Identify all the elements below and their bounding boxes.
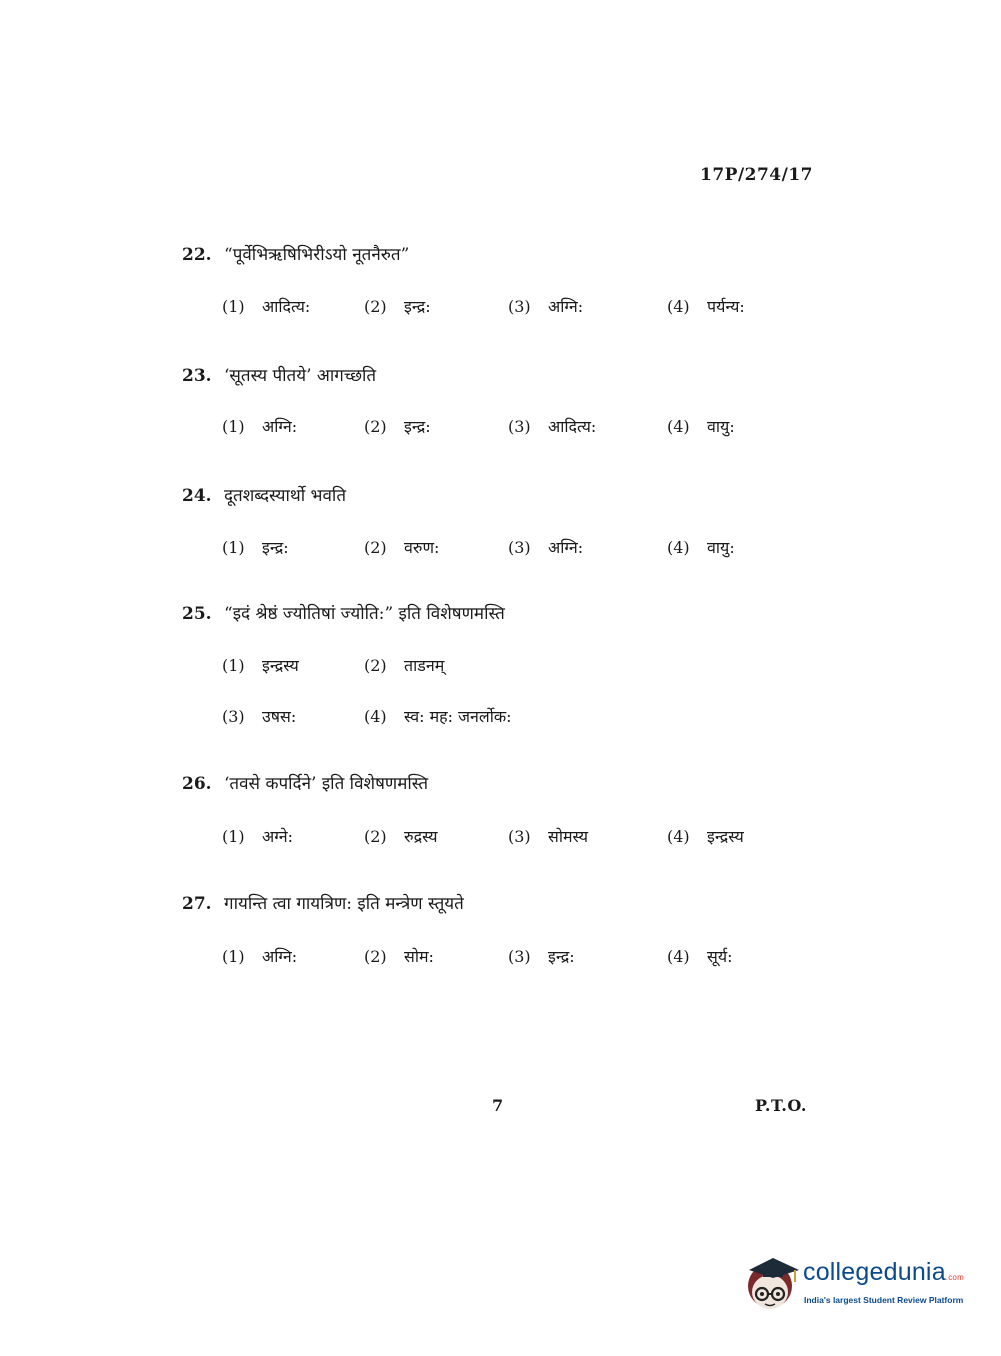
option	[364, 945, 434, 967]
option-number: (3)	[508, 417, 531, 436]
question-number: 22.	[182, 245, 212, 265]
brand-suffix: .com	[945, 1273, 964, 1282]
question-text: “पूर्वेभिऋषिभिरीऽयो नूतनैरुत”	[224, 245, 410, 265]
option-text: सूर्य:	[707, 947, 733, 966]
option-number: (2)	[364, 297, 387, 316]
pto-label: P.T.O.	[755, 1096, 807, 1115]
option	[364, 654, 444, 676]
question-text: ‘सूतस्य पीतये’ आगच्छति	[224, 366, 377, 386]
option-number: (2)	[364, 538, 387, 557]
option-text: अग्नि:	[262, 947, 298, 966]
option-text: स्व: मह: जनर्लोक:	[404, 707, 512, 726]
option-number: (3)	[222, 707, 245, 726]
question-22	[182, 242, 409, 265]
option-text: इन्द्रस्य	[262, 656, 299, 675]
question-27	[182, 891, 464, 914]
option-number: (1)	[222, 656, 245, 675]
option	[508, 415, 596, 437]
option	[667, 945, 733, 967]
option-text: इन्द्र:	[262, 538, 289, 557]
option-text: अग्नि:	[548, 297, 584, 316]
option-number: (2)	[364, 947, 387, 966]
option-text: इन्द्रस्य	[707, 827, 744, 846]
collegedunia-logo	[743, 1252, 973, 1314]
option	[222, 705, 296, 727]
option	[364, 295, 431, 317]
option-number: (4)	[667, 417, 690, 436]
option-text: अग्नि:	[262, 417, 298, 436]
option-number: (4)	[667, 297, 690, 316]
question-number: 25.	[182, 604, 212, 624]
question-text: ‘तवसे कपर्दिने’ इति विशेषणमस्ति	[224, 774, 429, 794]
option-number: (4)	[667, 538, 690, 557]
option-number: (4)	[667, 947, 690, 966]
option-number: (2)	[364, 417, 387, 436]
option-number: (2)	[364, 827, 387, 846]
question-number: 26.	[182, 774, 212, 794]
question-text: गायन्ति त्वा गायत्रिण: इति मन्त्रेण स्तूयते	[224, 894, 464, 914]
question-number: 24.	[182, 486, 212, 506]
option-number: (2)	[364, 656, 387, 675]
option-number: (1)	[222, 947, 245, 966]
question-26	[182, 771, 428, 794]
option-number: (3)	[508, 538, 531, 557]
question-number: 27.	[182, 894, 212, 914]
option-text: इन्द्र:	[404, 417, 431, 436]
option-number: (1)	[222, 417, 245, 436]
question-text: “इदं श्रेष्ठं ज्योतिषां ज्योति:” इति विशेषणमस्ति	[224, 604, 505, 624]
option-text: रुद्रस्य	[404, 827, 438, 846]
option	[508, 295, 583, 317]
option-text: आदित्य:	[548, 417, 597, 436]
option	[364, 825, 438, 847]
option	[222, 295, 310, 317]
option	[508, 945, 575, 967]
option-number: (3)	[508, 297, 531, 316]
option-number: (1)	[222, 538, 245, 557]
brand-name: collegedunia.com	[803, 1258, 964, 1286]
option-number: (1)	[222, 297, 245, 316]
option	[508, 825, 588, 847]
option	[667, 536, 735, 558]
option	[364, 705, 512, 727]
option-text: इन्द्र:	[404, 297, 431, 316]
option-number: (3)	[508, 947, 531, 966]
option-number: (3)	[508, 827, 531, 846]
page-number: 7	[492, 1096, 504, 1115]
option	[364, 536, 439, 558]
option	[364, 415, 431, 437]
option-text: उषस:	[262, 707, 297, 726]
option	[508, 536, 583, 558]
option-text: सोम:	[404, 947, 434, 966]
option	[222, 945, 297, 967]
mascot-icon	[743, 1252, 801, 1314]
option	[222, 536, 289, 558]
option	[222, 415, 297, 437]
option-text: ताडनम्	[404, 656, 445, 675]
option-text: सोमस्य	[548, 827, 589, 846]
option	[222, 825, 293, 847]
option-number: (4)	[364, 707, 387, 726]
option-text: आदित्य:	[262, 297, 311, 316]
question-text: दूतशब्दस्यार्थो भवति	[224, 486, 347, 506]
question-24	[182, 483, 346, 506]
option-number: (4)	[667, 827, 690, 846]
option-text: अग्ने:	[262, 827, 293, 846]
question-23	[182, 363, 376, 386]
option	[222, 654, 299, 676]
brand-tagline: India's largest Student Review Platform	[804, 1295, 964, 1305]
option-text: इन्द्र:	[548, 947, 575, 966]
option-text: वायु:	[707, 417, 735, 436]
paper-code: 17P/274/17	[700, 165, 814, 185]
option-text: वायु:	[707, 538, 735, 557]
option-text: वरुण:	[404, 538, 440, 557]
option-text: पर्यन्य:	[707, 297, 745, 316]
option	[667, 825, 744, 847]
question-number: 23.	[182, 366, 212, 386]
option-text: अग्नि:	[548, 538, 584, 557]
question-25	[182, 601, 505, 624]
option-number: (1)	[222, 827, 245, 846]
option	[667, 415, 735, 437]
option	[667, 295, 745, 317]
